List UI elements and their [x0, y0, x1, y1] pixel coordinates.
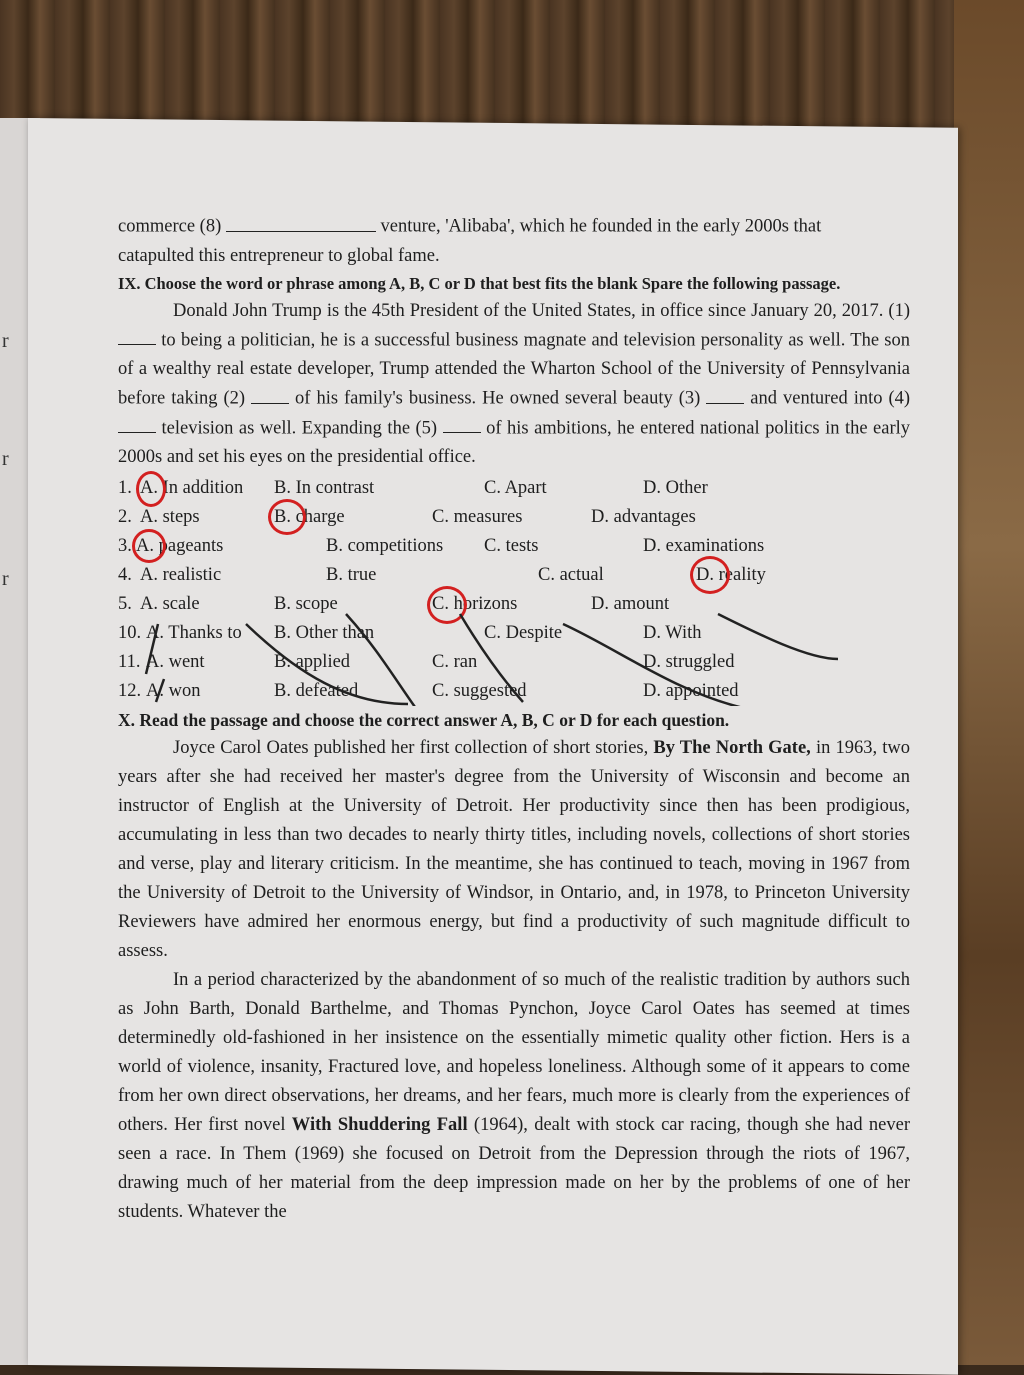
passage-part: Donald John Trump is the 45th President of the United States, in office since January 20, 2017. (1) [173, 300, 910, 321]
option-d: D. struggled [643, 652, 735, 672]
option-a: A. scale [140, 594, 200, 614]
blank-1 [118, 326, 156, 346]
option-c: C. suggested [432, 681, 527, 701]
option-c: C. Apart [484, 478, 547, 498]
option-d: D. reality [696, 565, 766, 585]
intro-end: venture, 'Alibaba', which he founded in the early 2000s that [380, 216, 822, 237]
passage-part: to being a politician, he is a successful business magnate and television personality as well. The son of a wealthy real estate developer, Trump attended the Wharton School of the University of Pennsylvania before taking (2) [118, 330, 911, 409]
answer-circle-5c [427, 586, 467, 624]
option-b: B. applied [274, 652, 351, 672]
wooden-table-right [954, 0, 1024, 1365]
option-b: B. true [326, 565, 377, 585]
pen-stroke [718, 614, 838, 659]
option-a: A. pageants [136, 536, 224, 556]
option-a: A. steps [140, 507, 200, 527]
option-a: A. went [146, 652, 205, 672]
blank-5 [443, 414, 481, 434]
option-b: B. Other than [274, 623, 375, 643]
option-d: D. examinations [643, 536, 765, 556]
book-title: By The North Gate, [653, 738, 811, 758]
option-d: D. appointed [643, 681, 739, 701]
intro-line [118, 212, 910, 242]
option-d: D. Other [643, 478, 708, 498]
option-num: 10. [118, 623, 142, 643]
option-b: B. In contrast [274, 478, 375, 498]
passage-part: television as well. Expanding the (5) [161, 418, 438, 438]
margin-mark: r [2, 330, 9, 352]
option-b: B. defeated [274, 681, 359, 701]
option-num: 11. [118, 652, 141, 672]
option-b: B. charge [274, 507, 345, 527]
option-c: C. measures [432, 507, 523, 527]
passage-part: (1964), dealt with stock car racing, though she had never seen a race. In Them (1969) she focused on Detroit from the Depression through the riots of 1967, drawing much of her material from the deep impression made on her by the problems of one of her students. Whatever the [118, 1115, 910, 1222]
passage-part: of his family's business. He owned several beauty (3) [295, 388, 701, 409]
option-num: 12. [118, 681, 142, 701]
option-b: B. scope [274, 594, 338, 614]
worksheet-text [118, 212, 910, 1227]
answer-options [118, 474, 910, 706]
passage-part: and ventured into (4) [750, 388, 911, 409]
option-a: A. Thanks to [146, 623, 242, 643]
option-num: 3. [118, 536, 132, 556]
passage-part: in 1963, two years after she had received her master's degree from the University of Wisconsin and become an instructor of English at the University of Detroit. Her productivity since then has been prodigious, accumulating in less than two decades to nearly thirty titles, including novels, collections of short stories and verse, play and literary criticism. In the meantime, she has continued to teach, moving in 1967 from the University of Detroit to the University of Windsor, in Ontario, and, in 1978, to Princeton University Reviewers have admired her enormous energy, but find a productivity of such magnitude difficult to assess. [118, 738, 910, 961]
option-c: C. horizons [432, 594, 518, 614]
section-10-paragraph-2 [118, 966, 910, 1227]
answer-circle-1a [136, 471, 166, 507]
blank-4 [118, 414, 156, 434]
section-9-passage [118, 297, 910, 473]
blank-3 [706, 384, 744, 404]
blank-2 [251, 384, 289, 404]
option-c: C. actual [538, 565, 604, 585]
option-a: A. In addition [140, 478, 244, 498]
option-a: A. won [146, 681, 201, 701]
book-title: With Shuddering Fall [291, 1115, 468, 1135]
answer-circle-2b [268, 499, 306, 535]
option-c: C. ran [432, 652, 478, 672]
section-10-paragraph-1 [118, 734, 910, 966]
passage-part: of his ambitions, he entered national politics in the early 2000s and set his eyes on the presidential office. [118, 418, 911, 467]
option-a: A. realistic [140, 565, 222, 585]
margin-mark: r [2, 448, 9, 470]
option-d: D. amount [591, 594, 670, 614]
intro-start: commerce (8) [118, 216, 222, 237]
option-d: D. With [643, 623, 702, 643]
passage-part: In a period characterized by the abandonment of so much of the realistic tradition by authors such as John Barth, Donald Barthelme, and Thomas Pynchon, Joyce Carol Oates has seemed at times determinedly old-fashioned in her insistence on the essentially mimetic quality other fiction. Hers is a world of violence, insanity, Fractured love, and hopeless loneliness. Although some of it appears to come from her own direct observations, her dreams, and her fears, much more is clearly from the experiences of others. Her first novel [118, 970, 910, 1135]
passage-part: Joyce Carol Oates published her first collection of short stories, [173, 738, 649, 758]
option-c: C. Despite [484, 623, 563, 643]
intro-line-2: catapulted this entrepreneur to global fame. [118, 245, 440, 266]
margin-mark: r [2, 568, 9, 590]
section-10-heading: X. Read the passage and choose the correct answer A, B, C or D for each question. [118, 710, 730, 730]
option-num: 1. [118, 478, 132, 498]
option-c: C. tests [484, 536, 539, 556]
option-num: 2. [118, 507, 132, 527]
option-b: B. competitions [326, 536, 444, 556]
blank-8 [226, 212, 376, 232]
answer-circle-3a [132, 529, 166, 563]
option-d: D. advantages [591, 507, 696, 527]
option-num: 4. [118, 565, 132, 585]
answer-circle-4d [690, 556, 730, 594]
section-9-heading: IX. Choose the word or phrase among A, B, C or D that best fits the blank Spare the following passage. [118, 273, 841, 293]
option-num: 5. [118, 594, 132, 614]
